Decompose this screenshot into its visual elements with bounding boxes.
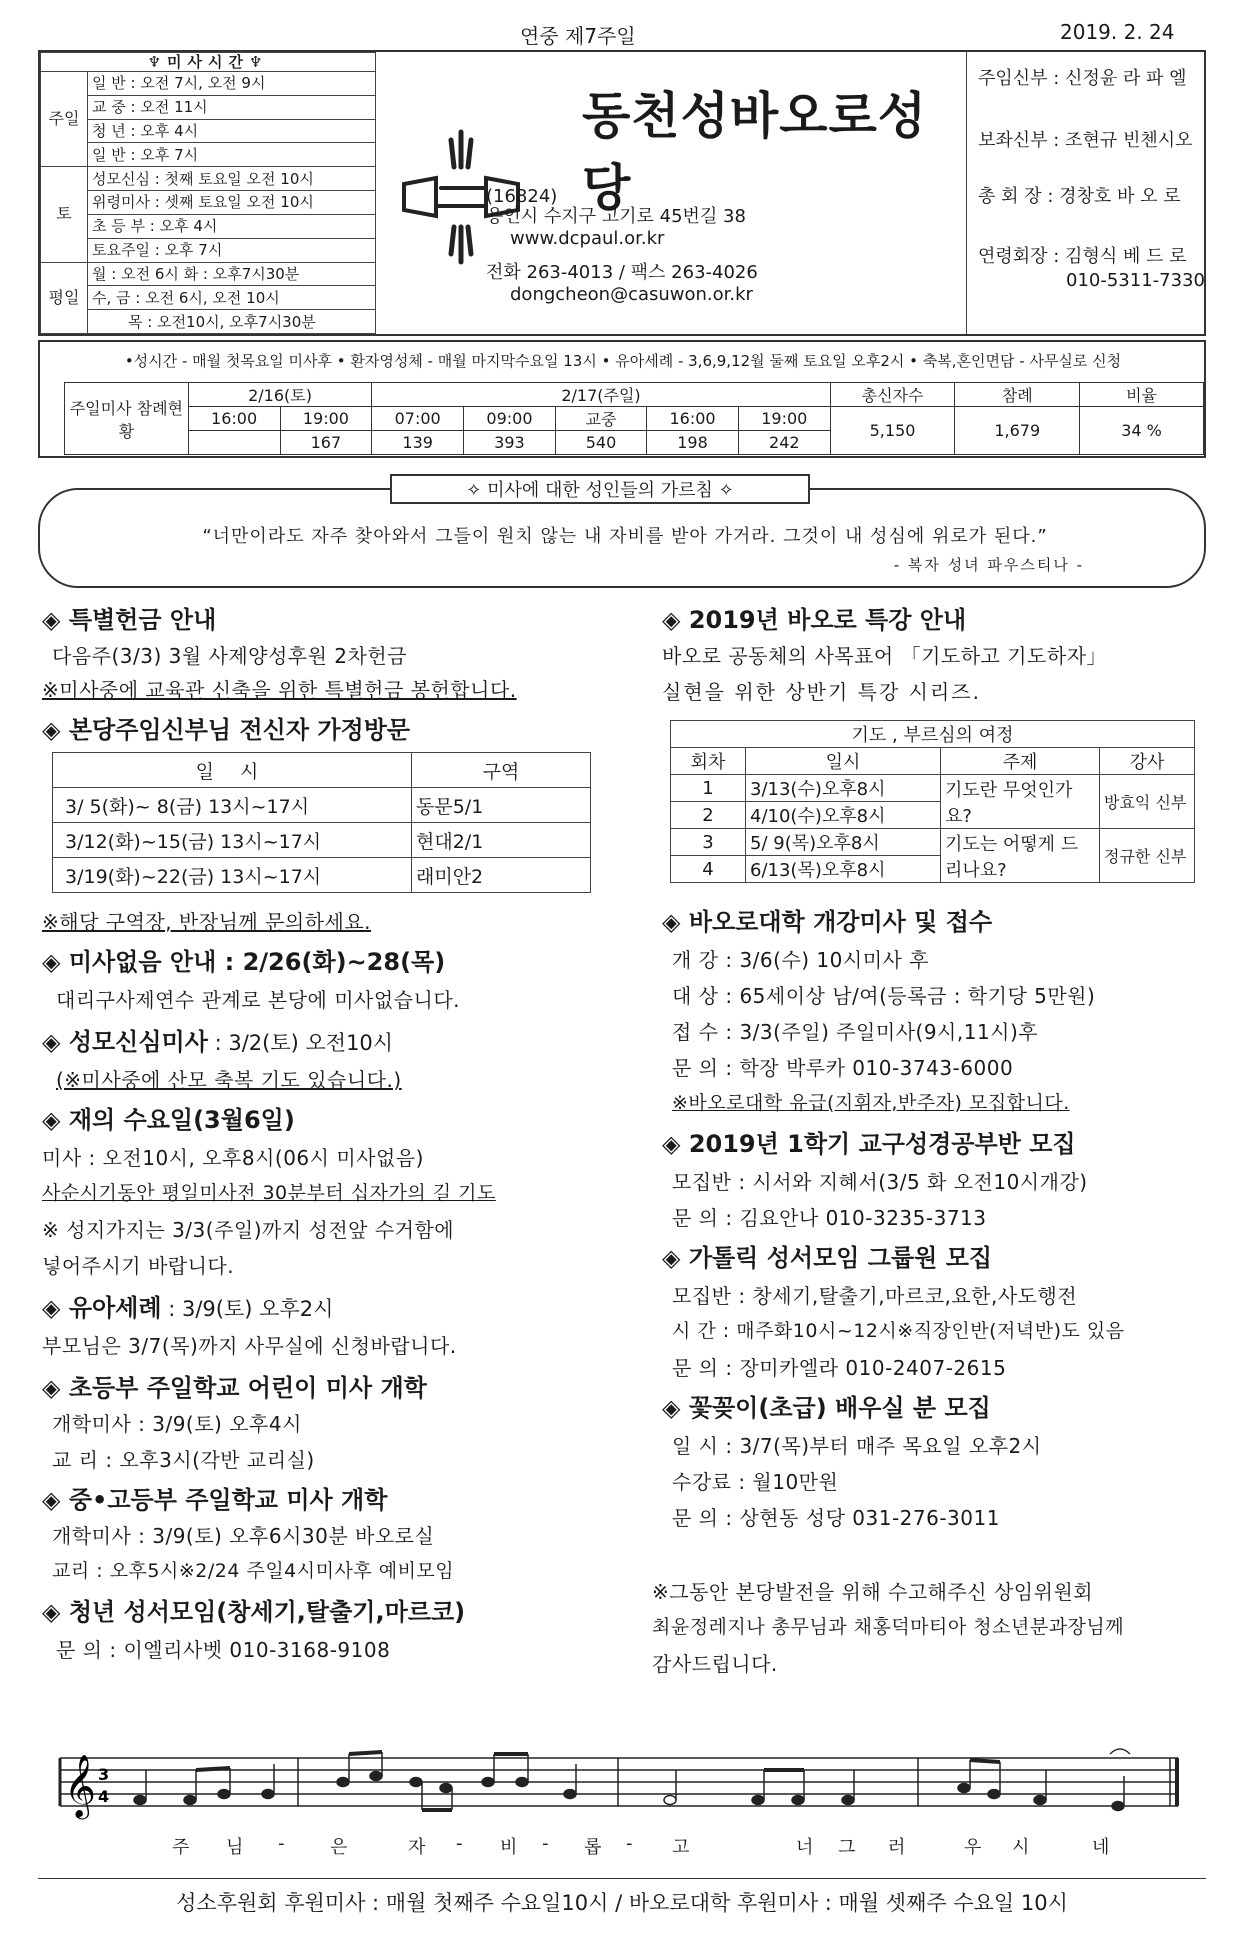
lyric: 우 [964,1837,983,1858]
issue-date: 2019. 2. 24 [1060,20,1175,44]
lyric: 주 [172,1837,191,1858]
treble-clef-icon: 𝄞 [64,1754,96,1817]
no-mass-heading: ◈ 미사없음 안내 : 2/26(화)~28(목) [42,948,446,976]
att-count: 540 [555,431,646,455]
saints-author: - 복자 성녀 파우스티나 - [893,556,1084,574]
lyric: 너 [796,1837,815,1858]
thanks-line: 최윤정레지나 총무님과 채홍덕마티아 청소년분과장님께 [652,1616,1125,1638]
info-box [38,340,1206,458]
lec-head: 회차 [671,748,746,775]
staff-pastor: 주임신부 : 신정윤 라 파 엘 [978,68,1187,89]
lyric: 님 [226,1837,245,1858]
ratio-value: 34 % [1080,407,1204,455]
young-bible-line: 문 의 : 이엘리사벳 010-3168-9108 [56,1638,391,1662]
att-count [188,431,280,455]
thanks-line: 감사드립니다. [652,1652,778,1676]
paul-college-heading: ◈ 바오로대학 개강미사 및 접수 [662,908,993,936]
lec-date: 4/10(수)오후8시 [746,802,941,829]
parish-phone: 전화 263-4013 / 팩스 263-4026 [486,262,758,283]
lec-head: 일시 [746,748,941,775]
lec-no: 1 [671,775,746,802]
staff-assistant: 보좌신부 : 조현규 빈첸시오 [978,130,1193,151]
lecture-table [670,720,1195,883]
att-time: 19:00 [738,407,830,431]
visit-head-area: 구역 [412,753,591,788]
lyric: - [456,1833,464,1854]
saturday-time: 위령미사 : 셋째 토요일 오전 10시 [88,191,376,215]
marian-mass-heading [42,1022,393,1057]
ash-wednesday-heading: ◈ 재의 수요일(3월6일) [42,1106,295,1134]
staff-funeral-phone: 010-5311-7330 [1066,270,1205,291]
notice-line: •성시간 - 매월 첫목요일 미사후 • 환자영성체 - 매월 마지막수요일 13시 • 유아세례 - 3,6,9,12월 둘째 토요일 오후2시 • 축복,혼인면담 - 사무실로 신청 [124,352,1122,370]
paul-college-line: 대 상 : 65세이상 남/여(등록금 : 학기당 5만원) [672,984,1096,1008]
weekday-time: 목 : 오전10시, 오후7시30분 [88,310,376,334]
weekday-label: 평일 [41,262,88,334]
children-school-line: 교 리 : 오후3시(각반 교리실) [52,1448,315,1472]
lecture-intro: 바오로 공동체의 사목표어 「기도하고 기도하자」 [662,644,1108,668]
lyric: 비 [500,1837,519,1858]
lecture-table-title: 기도 , 부르심의 여정 [671,721,1195,748]
visit-area: 동문5/1 [412,788,591,823]
lec-speaker: 정규한 신부 [1100,829,1195,883]
bible-group-line: 시 간 : 매주화10시~12시※직장인반(저녁반)도 있음 [672,1320,1125,1342]
lec-head: 주제 [941,748,1100,775]
mass-times-table [40,52,376,334]
weekday-time: 수, 금 : 오전 6시, 오전 10시 [88,286,376,310]
lyric: 시 [1012,1837,1031,1858]
attendance-day2: 2/17(주일) [372,383,830,407]
paul-college-note: ※바오로대학 유급(지휘자,반주자) 모집합니다. [672,1092,1070,1114]
home-visit-table [52,752,591,893]
lyric: 러 [888,1837,907,1858]
att-time: 교중 [555,407,646,431]
youth-school-line: 개학미사 : 3/9(토) 오후6시30분 바오로실 [52,1524,435,1548]
special-offering-note: ※미사중에 교육관 신축을 위한 특별헌금 봉헌합니다. [42,678,517,702]
bible-study-heading: ◈ 2019년 1학기 교구성경공부반 모집 [662,1130,1076,1158]
att-count: 139 [372,431,464,455]
saints-title: ✧ 미사에 대한 성인들의 가르침 ✧ [390,474,810,504]
lec-no: 4 [671,856,746,883]
lyric: - [626,1833,634,1854]
ash-wednesday-line: 넣어주시기 바랍니다. [42,1254,235,1278]
lec-date: 5/ 9(목)오후8시 [746,829,941,856]
staff-list [966,52,1204,334]
sunday-time: 교 중 : 오전 11시 [88,95,376,119]
attendance-label: 주일미사 참례현황 [65,383,189,455]
attendance-day1: 2/16(토) [188,383,372,407]
saturday-label: 토 [41,167,88,262]
ratio-label: 비율 [1080,383,1204,407]
lec-topic: 기도란 무엇인가요? [941,775,1100,829]
visit-area: 현대2/1 [412,823,591,858]
sunday-label: 주일 [41,72,88,167]
children-school-line: 개학미사 : 3/9(토) 오후4시 [52,1412,302,1436]
marian-mass-title: ◈ 성모신심미사 [42,1028,208,1056]
total-value: 5,150 [830,407,955,455]
music-staff [58,1748,1188,1828]
paul-college-line: 접 수 : 3/3(주일) 주일미사(9시,11시)후 [672,1020,1039,1044]
visit-date: 3/19(화)~22(금) 13시~17시 [53,858,412,893]
bible-study-line: 문 의 : 김요안나 010-3235-3713 [672,1206,987,1230]
marian-mass-note: (※미사중에 산모 축복 기도 있습니다.) [56,1068,402,1092]
lec-date: 6/13(목)오후8시 [746,856,941,883]
bible-group-line: 모집반 : 창세기,탈출기,마르코,요한,사도행전 [672,1284,1078,1308]
lec-speaker: 방효익 신부 [1100,775,1195,829]
lyric: 고 [672,1837,691,1858]
sunday-time: 청 년 : 오후 4시 [88,119,376,143]
weekday-time: 월 : 오전 6시 화 : 오후7시30분 [88,262,376,286]
flower-class-line: 일 시 : 3/7(목)부터 매주 목요일 오후2시 [672,1434,1042,1458]
saints-quote: “너만이라도 자주 찾아와서 그들이 원치 않는 내 자비를 받아 가거라. 그것이 내 성심에 위로가 된다.” [202,526,1048,547]
attend-label: 참례 [955,383,1080,407]
visit-area: 래미안2 [412,858,591,893]
staff-funeral-head: 연령회장 : 김형식 베 드 로 [978,246,1187,267]
children-school-heading: ◈ 초등부 주일학교 어린이 미사 개학 [42,1374,427,1402]
att-count: 198 [647,431,739,455]
lyric: - [278,1833,286,1854]
lyric: - [542,1833,550,1854]
special-offering-heading: ◈ 특별헌금 안내 [42,606,217,634]
att-time: 19:00 [280,407,372,431]
attendance-table [64,382,1204,455]
paul-college-line: 문 의 : 학장 박루카 010-3743-6000 [672,1056,1014,1080]
fermata-icon [1110,1749,1130,1754]
parish-name: 동천성바오로성당 [582,87,928,217]
att-count: 242 [738,431,830,455]
infant-baptism-time: : 3/9(토) 오후2시 [161,1297,334,1321]
lec-head: 강사 [1100,748,1195,775]
lec-topic: 기도는 어떻게 드리나요? [941,829,1100,883]
parish-website[interactable]: www.dcpaul.or.kr [510,228,665,249]
youth-school-heading: ◈ 중•고등부 주일학교 미사 개학 [42,1486,388,1514]
total-label: 총신자수 [830,383,955,407]
time-sig-bottom: 4 [98,1787,110,1806]
ash-wednesday-line: 사순시기동안 평일미사전 30분부터 십자가의 길 기도 [42,1182,496,1204]
visit-date: 3/ 5(화)~ 8(금) 13시~17시 [53,788,412,823]
flower-class-heading: ◈ 꽃꽂이(초급) 배우실 분 모집 [662,1394,991,1422]
home-visit-heading: ◈ 본당주임신부님 전신자 가정방문 [42,716,411,744]
lyric: 은 [330,1837,349,1858]
saturday-time: 초 등 부 : 오후 4시 [88,214,376,238]
thanks-line: ※그동안 본당발전을 위해 수고해주신 상임위원회 [652,1580,1094,1604]
flower-class-line: 문 의 : 상현동 성당 031-276-3011 [672,1506,1000,1530]
youth-school-line: 교리 : 오후5시※2/24 주일4시미사후 예비모임 [52,1560,455,1582]
parish-address: 용인시 수지구 고기로 45번길 38 [486,206,746,227]
lecture-intro: 실현을 위한 상반기 특강 시리즈. [662,680,981,704]
lyric: 롭 [584,1837,603,1858]
paul-college-line: 개 강 : 3/6(수) 10시미사 후 [672,948,930,972]
infant-baptism-line: 부모님은 3/7(목)까지 사무실에 신청바랍니다. [42,1334,457,1358]
ash-wednesday-line: 미사 : 오전10시, 오후8시(06시 미사없음) [42,1146,424,1170]
att-time: 09:00 [464,407,556,431]
bible-group-line: 문 의 : 장미카엘라 010-2407-2615 [672,1356,1007,1380]
sunday-time: 일 반 : 오후 7시 [88,143,376,167]
lyric: 그 [838,1837,857,1858]
parish-info [376,52,967,334]
att-time: 16:00 [188,407,280,431]
visit-head-date: 일 시 [53,753,412,788]
footer-notice: 성소후원회 후원미사 : 매월 첫째주 수요일10시 / 바오로대학 후원미사 : 매월 셋째주 수요일 10시 [38,1878,1206,1929]
att-time: 16:00 [647,407,739,431]
lec-no: 3 [671,829,746,856]
lyric: 네 [1092,1837,1111,1858]
home-visit-note: ※해당 구역장, 반장님께 문의하세요. [42,910,372,934]
saturday-time: 토요주일 : 오후 7시 [88,238,376,262]
week-label: 연중 제7주일 [520,24,636,48]
bible-group-heading: ◈ 가톨릭 성서모임 그룹원 모집 [662,1244,993,1272]
lec-date: 3/13(수)오후8시 [746,775,941,802]
parish-email[interactable]: dongcheon@casuwon.or.kr [510,284,753,305]
mass-times-title: ♆미사시간♆ [41,53,376,72]
sunday-time: 일 반 : 오전 7시, 오전 9시 [88,72,376,96]
lecture-heading: ◈ 2019년 바오로 특강 안내 [662,606,967,634]
infant-baptism-heading [42,1288,333,1323]
attend-value: 1,679 [955,407,1080,455]
visit-date: 3/12(화)~15(금) 13시~17시 [53,823,412,858]
lec-no: 2 [671,802,746,829]
att-count: 167 [280,431,372,455]
no-mass-line: 대리구사제연수 관계로 본당에 미사없습니다. [56,988,461,1012]
att-time: 07:00 [372,407,464,431]
special-offering-line: 다음주(3/3) 3월 사제양성후원 2차헌금 [52,644,407,668]
marian-mass-time: : 3/2(토) 오전10시 [207,1031,394,1055]
infant-baptism-title: ◈ 유아세례 [42,1294,162,1322]
staff-president: 총 회 장 : 경창호 바 오 로 [978,186,1181,207]
postal-code: (16824) [486,186,558,207]
bible-study-line: 모집반 : 시서와 지혜서(3/5 화 오전10시개강) [672,1170,1088,1194]
header-box [38,50,1206,336]
att-count: 393 [464,431,556,455]
lyric: 자 [408,1837,427,1858]
time-sig-top: 3 [98,1765,110,1784]
flower-class-line: 수강료 : 월10만원 [672,1470,839,1494]
young-bible-heading: ◈ 청년 성서모임(창세기,탈출기,마르코) [42,1598,466,1626]
ash-wednesday-line: ※ 성지가지는 3/3(주일)까지 성전앞 수거함에 [42,1218,455,1242]
saturday-time: 성모신심 : 첫째 토요일 오전 10시 [88,167,376,191]
